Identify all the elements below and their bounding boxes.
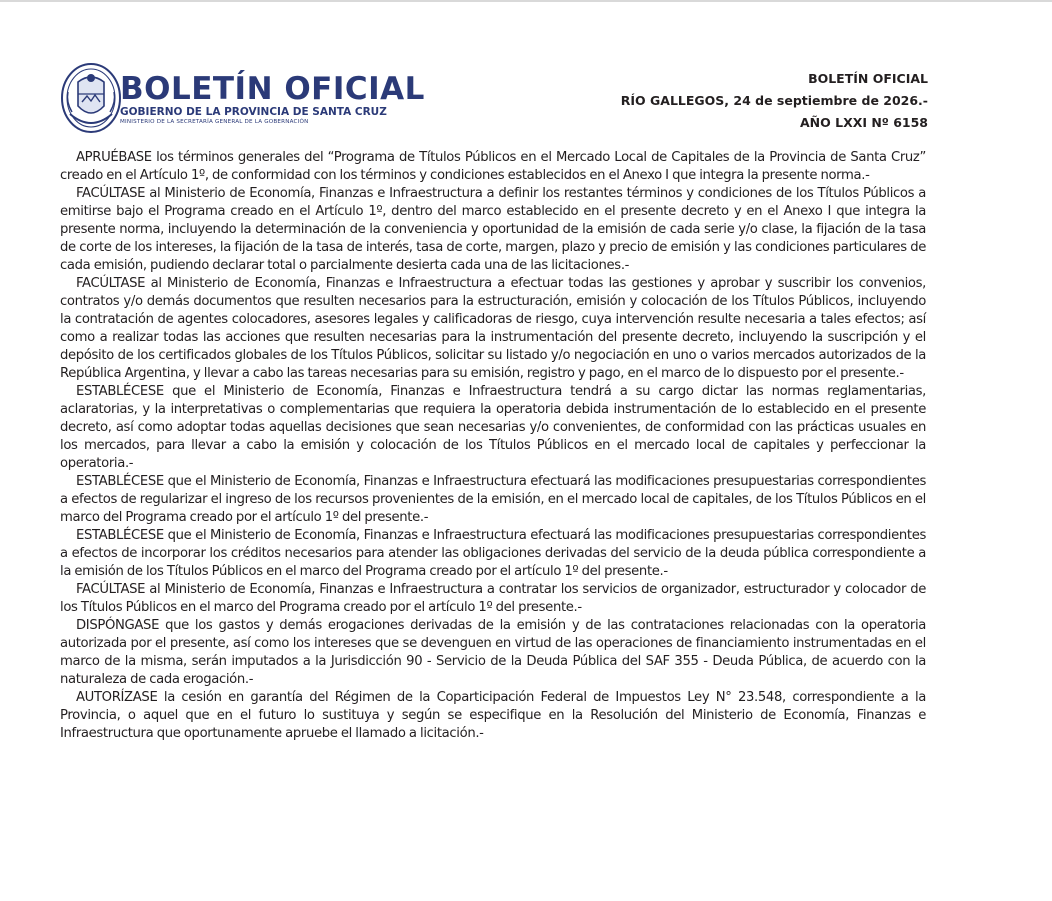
paragraph-9: AUTORÍZASE la cesión en garantía del Régimen de la Coparticipación Federal de Impuestos Ley N° 23.548, correspondiente a la Provincia, o aquel que en el futuro lo sustituya y según se especifique en la Resolución del Ministerio de Economía, Finanzas e Infraestructura que oportunamente apruebe el llamado a licitación.- — [60, 690, 926, 741]
issue-number: AÑO LXXI Nº 6158 — [799, 115, 928, 130]
paragraph-7: FACÚLTASE al Ministerio de Economía, Finanzas e Infraestructura a contratar los servicios de organizador, estructurador y colocador de los Títulos Públicos en el marco del Programa creado por el artículo 1º del presente.- — [60, 582, 926, 615]
paragraph-8: DISPÓNGASE que los gastos y demás erogaciones derivadas de la emisión y de las contrataciones relacionadas con la operatoria autorizada por el presente, así como los intereses que se devenguen en virtud de las operaciones de financiamiento instrumentadas en el marco de la misma, serán imputados a la Jurisdicción 90 - Servicio de la Deuda Pública del SAF 355 - Deuda Pública, de acuerdo con la naturaleza de cada erogación.- — [60, 618, 926, 687]
masthead — [60, 62, 928, 138]
paragraph-6: ESTABLÉCESE que el Ministerio de Economía, Finanzas e Infraestructura efectuará las modificaciones presupuestarias correspondientes a efectos de incorporar los créditos necesarios para atender las obligaciones derivadas del servicio de la deuda pública correspondiente a la emisión de los Títulos Públicos en el marco del Programa creado por el artículo 1º del presente.- — [60, 528, 926, 579]
brand-title: BOLETÍN OFICIAL — [120, 71, 425, 107]
document-body — [60, 149, 926, 743]
coat-of-arms-icon — [60, 62, 122, 134]
issue-place-date: RÍO GALLEGOS, 24 de septiembre de 2026.- — [620, 93, 928, 108]
brand-subtitle: GOBIERNO DE LA PROVINCIA DE SANTA CRUZ — [120, 106, 387, 118]
paragraph-5: ESTABLÉCESE que el Ministerio de Economía, Finanzas e Infraestructura efectuará las modificaciones presupuestarias correspondientes a efectos de regularizar el ingreso de los recursos provenientes de la emisión, en el mercado local de capitales, de los Títulos Públicos en el marco del Programa creado por el artículo 1º del presente.- — [60, 474, 926, 525]
brand-ministry: MINISTERIO DE LA SECRETARÍA GENERAL DE LA GOBERNACIÓN — [120, 119, 309, 125]
paragraph-2: FACÚLTASE al Ministerio de Economía, Finanzas e Infraestructura a definir los restantes términos y condiciones de los Títulos Públicos a emitirse bajo el Programa creado en el Artículo 1º, dentro del marco establecido en el presente decreto y en el Anexo I que integra la presente norma, incluyendo la determinación de la conveniencia y oportunidad de la emisión de cada serie y/o clase, la fijación de la tasa de corte de los intereses, la fijación de la tasa de interés, tasa de corte, margen, plazo y precio de emisión y las condiciones particulares de cada emisión, pudiendo declarar total o parcialmente desierta cada una de las licitaciones.- — [60, 186, 926, 273]
paragraph-1: APRUÉBASE los términos generales del “Programa de Títulos Públicos en el Mercado Local de Capitales de la Provincia de Santa Cruz” creado en el Artículo 1º, de conformidad con los términos y condiciones establecidos en el Anexo I que integra la presente norma.- — [60, 150, 926, 183]
top-rule — [0, 0, 1052, 2]
issue-name: BOLETÍN OFICIAL — [808, 71, 928, 86]
issue-info — [621, 68, 928, 134]
paragraph-4: ESTABLÉCESE que el Ministerio de Economía, Finanzas e Infraestructura tendrá a su cargo dictar las normas reglamentarias, aclaratorias, y la interpretativas o complementarias que requiera la operatoria debida instrumentación de lo establecido en el presente decreto, así como adoptar todas aquellas decisiones que sean necesarias y/o convenientes, de conformidad con las prácticas usuales en los mercados, para llevar a cabo la emisión y colocación de los Títulos Públicos en el mercado local de capitales y perfeccionar la operatoria.- — [60, 384, 926, 471]
paragraph-3: FACÚLTASE al Ministerio de Economía, Finanzas e Infraestructura a efectuar todas las gestiones y aprobar y suscribir los convenios, contratos y/o demás documentos que resulten necesarios para la estructuración, emisión y colocación de los Títulos Públicos, incluyendo la contratación de agentes colocadores, asesores legales y calificadoras de riesgo, cuya intervención resulte necesaria a tales efectos; así como a realizar todas las acciones que resulten necesarias para la instrumentación del presente decreto, incluyendo la suscripción y el depósito de los certificados globales de los Títulos Públicos, solicitar su listado y/o negociación en uno o varios mercados autorizados de la República Argentina, y llevar a cabo las tareas necesarias para su emisión, registro y pago, en el marco de lo dispuesto por el presente.- — [60, 276, 926, 381]
brand-block — [120, 72, 425, 127]
